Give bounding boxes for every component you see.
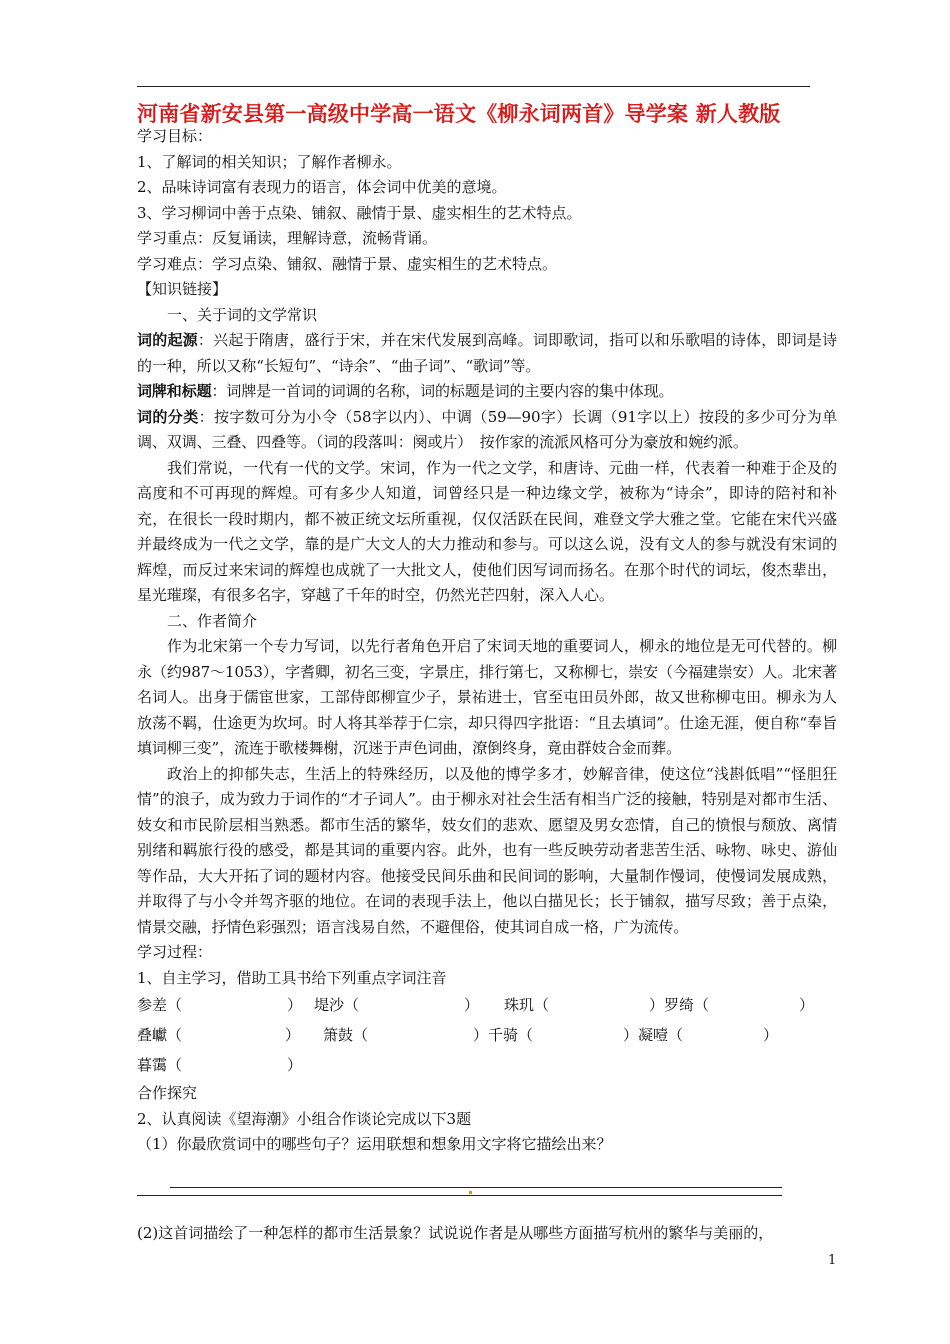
author-paragraph: 作为北宋第一个专力写词，以先行者角色开启了宋词天地的重要词人，柳永的地位是无可代替的。柳永（约987～1053），字耆卿，初名三变，字景庄，排行第七，又称柳七，崇安（今福建崇安）人。北宋著名词人。出身于儒宦世家，工部侍郎柳宣少子，景祐进士，官至屯田员外郎，故又世称柳屯田。柳永为人放荡不羁，仕途更为坎坷。时人将其举荐于仁宗，却只得四字批语：“且去填词”。仕途无涯，便自称“奉旨填词柳三变”，流连于歌楼舞榭，沉迷于声色词曲，潦倒终身，竟由群妓合金而葬。 [137, 637, 837, 757]
word-cell: ）罗绮（ [649, 996, 710, 1015]
class-paragraph [137, 405, 837, 456]
goal-item: 3、学习柳词中善于点染、铺叙、融情于景、虚实相生的艺术特点。 [137, 203, 582, 222]
tune-label: 词牌和标题 [137, 382, 212, 400]
goals-heading: 学习目标： [137, 127, 213, 145]
tune-text: ：词牌是一首词的词调的名称，词的标题是词的主要内容的集中体现。 [211, 382, 674, 400]
pinyin-row-1 [137, 991, 837, 1021]
answer-line-mark [469, 1191, 472, 1194]
word-cell: 箫鼓（ [323, 1026, 369, 1045]
page-number: 1 [828, 1253, 837, 1268]
task-2: 2、认真阅读《望海潮》小组合作谈论完成以下3题 [137, 1109, 472, 1128]
coop-heading: 合作探究 [137, 1084, 198, 1102]
word-cell: ） [285, 1026, 301, 1045]
goal-item: 2、品味诗词富有表现力的语言，体会词中优美的意境。 [137, 178, 507, 196]
word-cell: 参差（ [137, 996, 183, 1015]
word-cell: ）凝噎（ [623, 1026, 684, 1045]
question-1: （1）你最欣赏词中的哪些句子？运用联想和想象用文字将它描绘出来？ [137, 1135, 612, 1153]
word-cell: ） [287, 1056, 303, 1075]
class-label: 词的分类 [137, 407, 199, 426]
origin-paragraph [137, 328, 837, 379]
word-cell: ） [464, 996, 480, 1015]
pinyin-row-2 [137, 1021, 837, 1051]
knowledge-heading: 【知识链接】 [137, 280, 228, 298]
question-2: (2)这首词描绘了一种怎样的都市生活景象？试说说作者是从哪些方面描写杭州的繁华与美丽的， [137, 1224, 774, 1242]
word-cell: ） [763, 1026, 779, 1045]
task-1: 1、自主学习，借助工具书给下列重点字词注音 [137, 968, 447, 987]
header-rule [137, 86, 810, 87]
document-title: 河南省新安县第一高级中学高一语文《柳永词两首》导学案 新人教版 [137, 101, 781, 126]
word-cell: ） [287, 996, 303, 1015]
process-heading: 学习过程： [137, 943, 213, 961]
answer-line [137, 1195, 782, 1196]
goal-item: 1、了解词的相关知识；了解作者柳永。 [137, 152, 402, 171]
focus-line: 学习重点：反复诵读，理解诗意，流畅背诵。 [137, 229, 438, 247]
word-cell: ） [799, 996, 815, 1015]
origin-text: ：兴起于隋唐，盛行于宋，并在宋代发展到高峰。词即歌词，指可以和乐歌唱的诗体，即词是诗的一种，所以又称“长短句”、“诗余”、“曲子词”、“歌词”等。 [137, 331, 837, 375]
difficulty-line: 学习难点：学习点染、铺叙、融情于景、虚实相生的艺术特点。 [137, 254, 558, 273]
answer-line [170, 1187, 782, 1188]
word-cell: ）千骑（ [473, 1026, 534, 1045]
document-body [137, 124, 837, 1158]
author-style-paragraph: 政治上的抑郁失志，生活上的特殊经历，以及他的博学多才，妙解音律，使这位“浅斟低唱”“怪胆狂情”的浪子，成为致力于词作的“才子词人”。由于柳永对社会生活有相当广泛的接触，特别是对都市生活、妓女和市民阶层相当熟悉。都市生活的繁华，妓女们的悲欢、愿望及男女恋情，自己的愤恨与颓放、离情别绪和羁旅行役的感受，都是其词的重要内容。此外，也有一些反映劳动者悲苦生活、咏物、咏史、游仙等作品，大大开拓了词的题材内容。他接受民间乐曲和民间词的影响，大量制作慢词，使慢词发展成熟，并取得了与小令并驾齐驱的地位。在词的表现手法上，他以白描见长；长于铺叙，描写尽致；善于点染，情景交融，抒情色彩强烈；语言浅易自然，不避俚俗，使其词自成一格，广为流传。 [137, 764, 837, 936]
intro-paragraph: 我们常说，一代有一代的文学。宋词，作为一代之文学，和唐诗、元曲一样，代表着一种难于企及的高度和不可再现的辉煌。可有多少人知道，词曾经只是一种边缘文学，被称为“诗余”，即诗的陪衬和补充，在很长一段时期内，都不被正统文坛所重视，仅仅活跃在民间，难登文学大雅之堂。它能在宋代兴盛并最终成为一代之文学，靠的是广大文人的大力推动和参与。可以这么说，没有文人的参与就没有宋词的辉煌，而反过来宋词的辉煌也成就了一大批文人，使他们因写词而扬名。在那个时代的词坛，俊杰辈出，星光璀璨，有很多名字，穿越了千年的时空，仍然光芒四射，深入人心。 [137, 458, 837, 604]
pinyin-row-3 [137, 1051, 837, 1081]
section-heading-1: 一、关于词的文学常识 [167, 305, 318, 324]
tune-paragraph [137, 379, 837, 405]
word-cell: 珠玑（ [504, 996, 550, 1015]
word-cell: 堤沙（ [314, 996, 360, 1015]
section-heading-2: 二、作者简介 [167, 611, 258, 630]
origin-label: 词的起源 [137, 331, 198, 349]
word-cell: 叠巘（ [137, 1026, 183, 1045]
class-text: ：按字数可分为小令（58字以内）、中调（59—90字）长调（91字以上）按段的多少可分为单调、双调、三叠、四叠等。（词的段落叫：阕或片） 按作家的流派风格可分为豪放和婉约派。 [137, 407, 837, 451]
word-cell: 暮霭（ [137, 1056, 183, 1075]
